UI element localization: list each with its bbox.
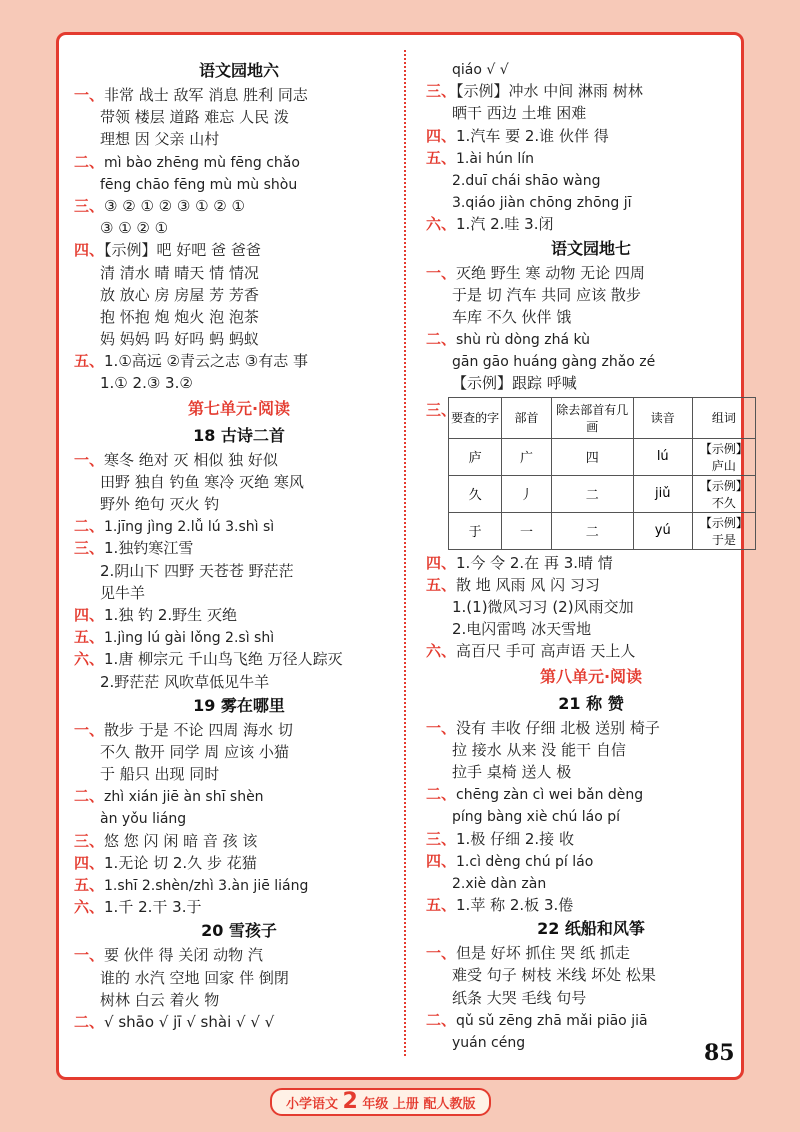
table-cell: lú bbox=[633, 438, 692, 475]
answer-line bbox=[74, 284, 404, 306]
question-marker: 二、 bbox=[426, 1010, 457, 1029]
question-marker: 二、 bbox=[74, 787, 105, 806]
table-cell: 四 bbox=[551, 438, 633, 475]
answer-line bbox=[74, 262, 404, 284]
answer-text: 见牛羊 bbox=[100, 583, 146, 602]
answer-line bbox=[426, 58, 756, 80]
answer-text: 要 伙伴 得 关闭 动物 汽 bbox=[104, 946, 263, 965]
right-column bbox=[426, 58, 756, 1053]
question-marker: 五、 bbox=[426, 896, 457, 915]
table-cell: 于 bbox=[449, 512, 502, 549]
answer-text: 难受 句子 树枝 米线 坏处 松果 bbox=[452, 966, 656, 985]
answer-text: shù rù dòng zhá kù bbox=[456, 332, 591, 349]
answer-text: 谁的 水汽 空地 回家 伴 倒閉 bbox=[100, 968, 289, 987]
table-cell: 二 bbox=[551, 512, 633, 549]
answer-text: 【示例】跟踪 呼喊 bbox=[452, 374, 577, 393]
answer-line bbox=[74, 763, 404, 785]
unit-title: 第八单元·阅读 bbox=[539, 666, 643, 686]
section-title: 语文园地七 bbox=[550, 238, 631, 258]
answer-line bbox=[426, 618, 756, 640]
answer-line bbox=[74, 217, 404, 239]
answer-line bbox=[74, 372, 404, 394]
answer-text: 2.电闪雷鸣 冰天雪地 bbox=[452, 620, 592, 639]
answer-text: 1.千 2.干 3.于 bbox=[104, 898, 202, 917]
table-header-cell: 读音 bbox=[633, 397, 692, 438]
answer-line bbox=[74, 852, 404, 874]
section-title: 语文园地六 bbox=[198, 61, 279, 80]
table-cell: yú bbox=[633, 512, 692, 549]
answer-line bbox=[426, 850, 756, 872]
table-cell: 广 bbox=[502, 438, 552, 475]
answer-text: chēng zàn cì wei bǎn dèng bbox=[456, 787, 644, 804]
answer-text: 没有 丰收 仔细 北极 送别 椅子 bbox=[456, 718, 660, 737]
answer-line bbox=[74, 449, 404, 471]
question-marker: 三、 bbox=[74, 831, 105, 850]
question-marker: 四、 bbox=[426, 553, 457, 572]
answer-text: 1.独钓寒江雪 bbox=[104, 539, 194, 558]
answer-line bbox=[426, 640, 756, 662]
question-marker: 一、 bbox=[426, 944, 457, 963]
question-marker: 三、 bbox=[426, 829, 457, 848]
answer-line bbox=[426, 284, 756, 306]
left-column bbox=[74, 58, 404, 1033]
answer-text: 散 地 风雨 风 闪 习习 bbox=[456, 575, 600, 594]
question-marker: 三、 bbox=[426, 82, 457, 101]
question-marker: 二、 bbox=[74, 517, 105, 536]
table-cell: 久 bbox=[449, 475, 502, 512]
answer-text: qǔ sǔ zēng zhā mǎi piāo jiā bbox=[456, 1012, 648, 1029]
answer-text: gān gāo huáng gàng zhǎo zé bbox=[452, 354, 656, 371]
question-marker: 六、 bbox=[74, 650, 105, 669]
answer-line bbox=[74, 830, 404, 852]
answer-text: yuán céng bbox=[452, 1035, 526, 1051]
answer-text: píng bàng xiè chú láo pí bbox=[452, 809, 621, 826]
answer-line bbox=[74, 807, 404, 829]
answer-text: 1.ài hún lín bbox=[456, 150, 535, 167]
answer-line bbox=[74, 626, 404, 648]
table-marker: 三、 bbox=[426, 400, 457, 419]
answer-text: 高百尺 手可 高声语 天上人 bbox=[456, 642, 636, 661]
answer-text: 树林 白云 着火 物 bbox=[100, 990, 220, 1009]
answer-line bbox=[74, 350, 404, 372]
answer-line bbox=[426, 191, 756, 213]
answer-line bbox=[74, 515, 404, 537]
answer-text: 放 放心 房 房屋 芳 芳香 bbox=[100, 285, 259, 304]
answer-text: mì bào zhēng mù fēng chǎo bbox=[104, 154, 300, 171]
answer-text: fēng chāo fēng mù mù shòu bbox=[100, 176, 298, 193]
answer-text: 理想 因 父亲 山村 bbox=[100, 130, 220, 149]
answer-line bbox=[74, 604, 404, 626]
answer-line bbox=[74, 671, 404, 693]
question-marker: 一、 bbox=[74, 450, 105, 469]
answer-line bbox=[426, 169, 756, 191]
question-marker: 五、 bbox=[74, 876, 105, 894]
answer-text: 带领 楼层 道路 难忘 人民 泼 bbox=[100, 108, 289, 127]
answer-text: 于 船只 出现 同时 bbox=[100, 765, 220, 784]
unit-title: 第七单元·阅读 bbox=[187, 398, 291, 418]
answer-line bbox=[426, 596, 756, 618]
answer-line bbox=[426, 262, 756, 284]
question-marker: 五、 bbox=[74, 352, 105, 371]
answer-text: 1.shī 2.shèn/zhì 3.àn jiē liáng bbox=[104, 878, 309, 894]
answer-line bbox=[426, 350, 756, 372]
answer-text: 晒干 西边 土堆 困难 bbox=[452, 104, 587, 123]
question-marker: 四、 bbox=[426, 851, 457, 870]
answer-text: 3.qiáo jiàn chōng zhōng jī bbox=[452, 195, 632, 212]
answer-line bbox=[426, 761, 756, 783]
answer-text: 但是 好坏 抓住 哭 纸 抓走 bbox=[456, 944, 630, 963]
section-title: 21 称 赞 bbox=[558, 693, 624, 713]
footer-edition: 年级 上册 配人教版 bbox=[362, 1097, 476, 1112]
answer-line bbox=[74, 944, 404, 966]
table-header-cell: 部首 bbox=[502, 397, 552, 438]
answer-text: 拉 接水 从来 没 能干 自信 bbox=[452, 740, 626, 759]
answer-text: 田野 独自 钓鱼 寒冷 灭绝 寒风 bbox=[100, 472, 304, 491]
question-marker: 一、 bbox=[74, 946, 105, 965]
answer-text: 2.xiè dàn zàn bbox=[452, 875, 547, 892]
answer-line bbox=[74, 896, 404, 918]
table-header-row bbox=[449, 397, 756, 438]
answer-line bbox=[74, 648, 404, 670]
answer-text: 妈 妈妈 吗 好吗 蚂 蚂蚁 bbox=[100, 330, 259, 349]
answer-line bbox=[74, 128, 404, 150]
question-marker: 一、 bbox=[74, 86, 105, 104]
answer-text: 清 清水 晴 晴天 情 情况 bbox=[100, 263, 259, 282]
section-title: 20 雪孩子 bbox=[201, 921, 277, 941]
answer-text: 寒冬 绝对 灭 相似 独 好似 bbox=[104, 450, 278, 469]
answer-line bbox=[74, 582, 404, 604]
book-footer bbox=[270, 1088, 491, 1116]
answer-line bbox=[426, 125, 756, 147]
answer-text: 1.jìng lú gài lǒng 2.sì shì bbox=[104, 630, 275, 647]
answer-line bbox=[74, 106, 404, 128]
answer-text: 2.野茫茫 风吹草低见牛羊 bbox=[100, 672, 270, 691]
answer-text: 灭绝 野生 寒 动物 无论 四周 bbox=[456, 263, 645, 282]
answer-text: 1.无论 切 2.久 步 花猫 bbox=[104, 853, 257, 872]
answer-line bbox=[426, 942, 756, 964]
answer-text: 抱 怀抱 炮 炮火 泡 泡茶 bbox=[100, 307, 259, 326]
answer-text: 非常 战士 敌军 消息 胜利 同志 bbox=[104, 86, 308, 104]
section-title: 19 雾在哪里 bbox=[193, 695, 285, 715]
answer-line bbox=[74, 1011, 404, 1033]
answer-line bbox=[74, 471, 404, 493]
table-cell: 【示例】不久 bbox=[692, 475, 755, 512]
table-row bbox=[449, 438, 756, 475]
answer-text: 不久 散开 同学 周 应该 小猫 bbox=[100, 742, 289, 761]
answer-line bbox=[74, 306, 404, 328]
section-title: 22 纸船和风筝 bbox=[537, 919, 645, 939]
question-marker: 二、 bbox=[426, 785, 457, 804]
radical-table bbox=[448, 397, 756, 550]
answer-text: 1.今 令 2.在 再 3.晴 情 bbox=[456, 553, 613, 572]
answer-line bbox=[426, 964, 756, 986]
answer-line bbox=[426, 828, 756, 850]
answer-text: qiáo √ √ bbox=[452, 62, 509, 78]
right-top-block bbox=[426, 58, 756, 395]
question-marker: 四、 bbox=[74, 605, 105, 624]
answer-line bbox=[426, 739, 756, 761]
question-marker: 六、 bbox=[426, 642, 457, 661]
answer-text: 野外 绝句 灭火 钓 bbox=[100, 495, 220, 513]
question-marker: 一、 bbox=[426, 718, 457, 737]
answer-line bbox=[74, 537, 404, 559]
answer-text: √ shāo √ jī √ shài √ √ √ bbox=[104, 1012, 275, 1031]
answer-text: 1.汽 2.哇 3.闭 bbox=[456, 215, 554, 234]
question-marker: 三、 bbox=[74, 539, 105, 558]
answer-line bbox=[74, 195, 404, 217]
answer-line bbox=[426, 1009, 756, 1031]
section-title: 18 古诗二首 bbox=[193, 425, 285, 445]
footer-grade: 2 bbox=[342, 1089, 358, 1114]
answer-text: 1.①高远 ②青云之志 ③有志 事 bbox=[104, 352, 308, 371]
table-cell: 【示例】庐山 bbox=[692, 438, 755, 475]
answer-line bbox=[74, 173, 404, 195]
answer-line bbox=[426, 372, 756, 394]
answer-text: ③ ② ① ② ③ ① ② ① bbox=[104, 196, 245, 215]
table-cell: jiǔ bbox=[633, 475, 692, 512]
table-header-cell: 组词 bbox=[692, 397, 755, 438]
question-marker: 三、 bbox=[74, 196, 105, 215]
radical-table-block bbox=[426, 397, 756, 550]
answer-text: zhì xián jiē àn shī shèn bbox=[104, 789, 264, 806]
answer-text: 【示例】吧 好吧 爸 爸爸 bbox=[104, 241, 261, 260]
answer-text: 1.苹 称 2.板 3.倦 bbox=[456, 896, 574, 915]
answer-line bbox=[426, 872, 756, 894]
table-cell: 丿 bbox=[502, 475, 552, 512]
question-marker: 六、 bbox=[426, 215, 457, 234]
answer-text: 1.汽车 要 2.谁 伙伴 得 bbox=[456, 126, 609, 145]
table-cell: 庐 bbox=[449, 438, 502, 475]
question-marker: 一、 bbox=[74, 720, 105, 739]
question-marker: 五、 bbox=[426, 148, 457, 167]
answer-text: 散步 于是 不论 四周 海水 切 bbox=[104, 720, 293, 739]
answer-line bbox=[74, 560, 404, 582]
footer-subject: 小学语文 bbox=[286, 1097, 339, 1112]
answer-text: 1.jīng jìng 2.lǚ lú 3.shì sì bbox=[104, 519, 275, 536]
answer-line bbox=[426, 306, 756, 328]
answer-text: 1.① 2.③ 3.② bbox=[100, 374, 193, 393]
question-marker: 六、 bbox=[74, 898, 105, 917]
answer-text: 1.极 仔细 2.接 收 bbox=[456, 829, 574, 848]
answer-text: 于是 切 汽车 共同 应该 散步 bbox=[452, 285, 641, 304]
answer-line bbox=[426, 717, 756, 739]
table-row bbox=[449, 475, 756, 512]
answer-line bbox=[426, 552, 756, 574]
question-marker: 四、 bbox=[74, 853, 105, 872]
answer-line bbox=[74, 328, 404, 350]
question-marker: 二、 bbox=[74, 1012, 105, 1031]
question-marker: 二、 bbox=[74, 152, 105, 171]
question-marker: 四、 bbox=[426, 126, 457, 145]
answer-line bbox=[426, 102, 756, 124]
right-bottom-block bbox=[426, 552, 756, 1054]
table-header-cell: 要查的字 bbox=[449, 397, 502, 438]
answer-line bbox=[74, 874, 404, 896]
table-cell: 一 bbox=[502, 512, 552, 549]
answer-line bbox=[426, 328, 756, 350]
answer-line bbox=[74, 151, 404, 173]
table-cell: 二 bbox=[551, 475, 633, 512]
question-marker: 四、 bbox=[74, 241, 105, 260]
question-marker: 五、 bbox=[426, 575, 457, 594]
table-row bbox=[449, 512, 756, 549]
table-cell: 【示例】于是 bbox=[692, 512, 755, 549]
answer-text: 纸条 大哭 毛线 句号 bbox=[452, 988, 587, 1007]
answer-text: 1.独 钓 2.野生 灭绝 bbox=[104, 605, 237, 624]
answer-line bbox=[426, 147, 756, 169]
answer-line bbox=[74, 493, 404, 515]
answer-text: 拉手 桌椅 送人 极 bbox=[452, 762, 572, 781]
answer-line bbox=[74, 741, 404, 763]
answer-text: 【示例】冲水 中间 淋雨 树林 bbox=[456, 82, 643, 101]
question-marker: 五、 bbox=[74, 628, 105, 647]
answer-line bbox=[74, 989, 404, 1011]
answer-line bbox=[426, 213, 756, 235]
question-marker: 二、 bbox=[426, 330, 457, 349]
page-number: 85 bbox=[704, 1040, 735, 1066]
answer-line bbox=[426, 987, 756, 1009]
answer-text: 悠 您 闪 闲 暗 音 孩 该 bbox=[104, 831, 258, 850]
answer-text: 1.唐 柳宗元 千山鸟飞绝 万径人踪灭 bbox=[104, 650, 343, 669]
answer-text: àn yǒu liáng bbox=[100, 811, 187, 828]
question-marker: 一、 bbox=[426, 263, 457, 282]
answer-text: 2.阴山下 四野 天苍苍 野茫茫 bbox=[100, 561, 294, 580]
answer-line bbox=[426, 574, 756, 596]
answer-line bbox=[426, 805, 756, 827]
answer-line bbox=[74, 785, 404, 807]
answer-line bbox=[74, 239, 404, 261]
answer-line bbox=[74, 719, 404, 741]
answer-line bbox=[426, 783, 756, 805]
answer-text: 1.(1)微风习习 (2)风雨交加 bbox=[452, 598, 634, 616]
answer-line bbox=[74, 967, 404, 989]
answer-line bbox=[74, 84, 404, 106]
answer-line bbox=[426, 894, 756, 916]
table-header-cell: 除去部首有几画 bbox=[551, 397, 633, 438]
answer-text: 2.duī chái shāo wàng bbox=[452, 172, 601, 189]
answer-text: 车库 不久 伙伴 饿 bbox=[452, 307, 572, 326]
answer-text: ③ ① ② ① bbox=[100, 219, 169, 238]
column-divider bbox=[404, 50, 406, 1056]
answer-text: 1.cì dèng chú pí láo bbox=[456, 853, 594, 870]
answer-line bbox=[426, 80, 756, 102]
